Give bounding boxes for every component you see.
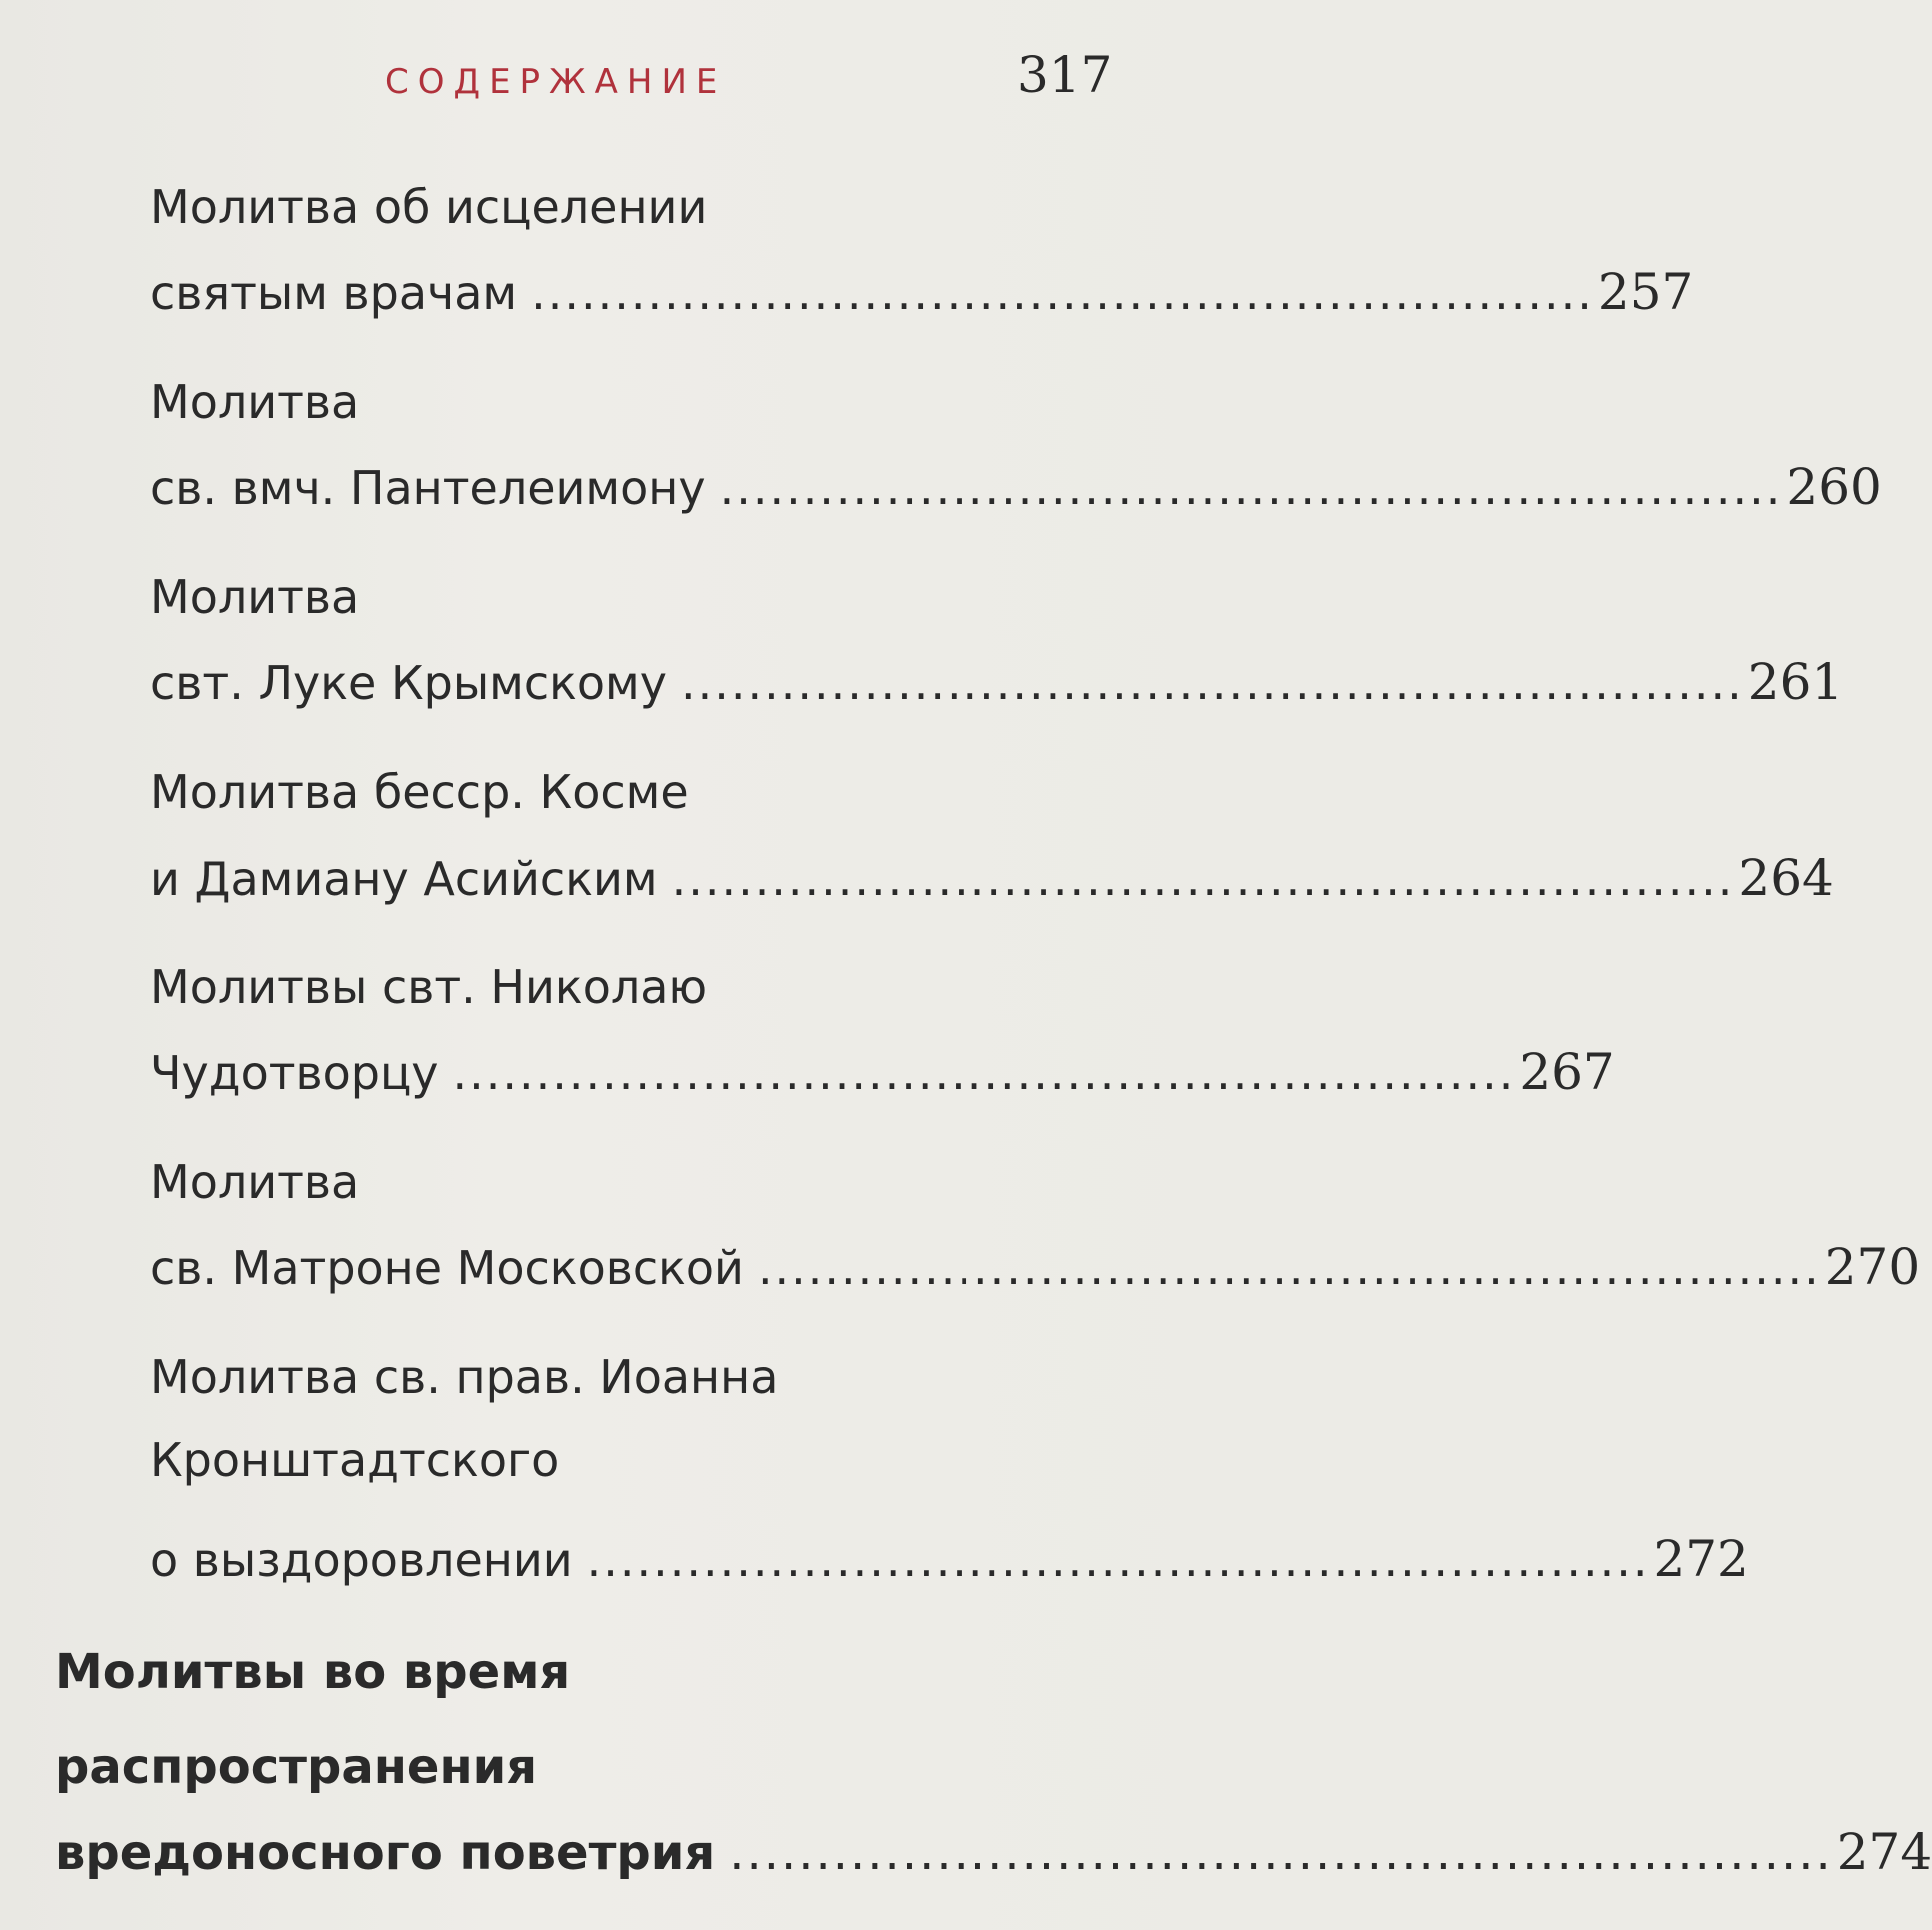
toc-page-number: 270: [1824, 1238, 1921, 1296]
toc-entry-last-line: [150, 457, 1882, 518]
toc-entry-text: св. Матроне Московской: [150, 1241, 744, 1295]
toc-entry-text: св. вмч. Пантелеимону: [150, 461, 706, 515]
toc-entry-line: [150, 372, 359, 432]
page-number: 317: [1017, 46, 1113, 104]
leader-dots: ................................................................: [757, 1241, 1821, 1295]
leader-dots: ................................................................: [719, 461, 1783, 515]
toc-page-number: 272: [1653, 1530, 1749, 1588]
toc-entry-text: Молитва: [150, 570, 360, 624]
toc-entry-last-line: [150, 1237, 1921, 1298]
toc-entry-text: Молитва бесср. Косме: [150, 765, 689, 819]
section-heading-last-line: [55, 1822, 1932, 1883]
toc-entry-last-line: [150, 848, 1834, 909]
toc-entry-line: [150, 762, 689, 822]
toc-entry-text: Молитва об исцелении: [150, 180, 708, 234]
toc-entry-line: [150, 1347, 778, 1407]
section-heading-text: распространения: [55, 1739, 538, 1795]
toc-entry-last-line: [150, 1529, 1749, 1590]
toc-entry-line: [150, 1152, 359, 1212]
toc-entry-line: [150, 177, 707, 237]
toc-entry-line: [150, 1430, 559, 1490]
leader-dots: ................................................................: [586, 1533, 1650, 1587]
toc-page-number: 274: [1836, 1823, 1932, 1881]
running-title: СОДЕРЖАНИЕ: [385, 62, 727, 102]
page-header: [0, 46, 1269, 112]
toc-entry-text: святым врачам: [150, 266, 518, 320]
leader-dots: ................................................................: [531, 266, 1594, 320]
toc-entry-text: Чудотворцу: [150, 1046, 439, 1100]
leader-dots: ................................................................: [671, 852, 1735, 906]
toc-entry-text: свт. Луке Крымскому: [150, 656, 667, 710]
toc-entry-line: [150, 567, 359, 627]
toc-entry-line: [150, 958, 707, 1017]
toc-entry-text: Молитвы свт. Николаю: [150, 961, 708, 1014]
toc-page-number: 257: [1597, 263, 1694, 321]
leader-dots: ................................................................: [680, 656, 1744, 710]
section-heading-line: [55, 1642, 570, 1702]
toc-entry-text: Молитва св. прав. Иоанна: [150, 1350, 779, 1404]
toc-entry-text: Молитва: [150, 375, 360, 429]
toc-page-number: 261: [1747, 653, 1844, 711]
toc-entry-last-line: [150, 1042, 1615, 1103]
leader-dots: ................................................................: [729, 1825, 1833, 1881]
toc-entry-text: о выздоровлении: [150, 1533, 573, 1587]
leader-dots: ................................................................: [452, 1046, 1516, 1100]
toc-entry-text: Молитва: [150, 1155, 360, 1209]
section-heading-line: [55, 1737, 537, 1797]
toc-page-number: 267: [1519, 1043, 1615, 1101]
section-heading-text: вредоносного поветрия: [55, 1825, 716, 1881]
toc-page-number: 260: [1786, 458, 1882, 516]
section-heading-text: Молитвы во время: [55, 1644, 571, 1700]
toc-entry-last-line: [150, 652, 1844, 713]
toc-entry-text: Кронштадтского: [150, 1433, 560, 1487]
toc-entry-last-line: [150, 262, 1694, 323]
toc-entry-text: и Дамиану Асийским: [150, 852, 658, 906]
toc-page-number: 264: [1738, 849, 1834, 907]
